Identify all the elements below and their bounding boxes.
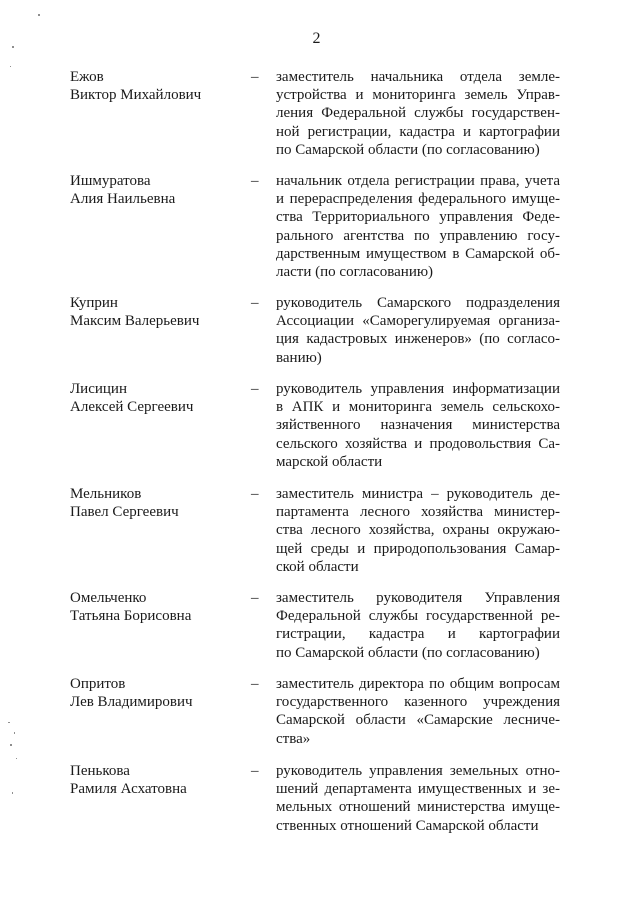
role-line: заместитель директора по общим вопросам <box>276 676 560 692</box>
scan-speck <box>8 722 10 723</box>
role-line: марской области <box>276 453 383 470</box>
role-line: ства лесного хозяйства, охраны окружаю- <box>276 522 560 539</box>
role-line: ства Территориального управления Феде- <box>276 209 560 226</box>
scan-speck <box>16 758 17 759</box>
member-role <box>276 294 560 367</box>
member-role <box>276 172 560 281</box>
member-dash: – <box>251 763 259 779</box>
role-line: заместитель начальника отдела земле- <box>276 69 560 85</box>
member-surname: Омельченко <box>70 590 147 606</box>
role-line: сельского хозяйства и продовольствия Са- <box>276 435 560 452</box>
member-surname: Лисицин <box>70 381 127 397</box>
role-line: дарственным имуществом в Самарской об- <box>276 245 560 262</box>
page-number: 2 <box>312 30 321 47</box>
member-role <box>276 380 560 471</box>
member-person <box>70 485 250 521</box>
member-given-name: Алия Наильевна <box>70 191 176 208</box>
role-line: по Самарской области (по согласованию) <box>276 644 540 661</box>
role-line: партамента лесного хозяйства министер- <box>276 504 560 521</box>
role-line: в АПК и мониторинга земель сельскохо- <box>276 399 560 416</box>
member-role <box>276 485 560 576</box>
member-given-name: Алексей Сергеевич <box>70 399 194 416</box>
role-line: мельных отношений министерства имуще- <box>276 799 560 816</box>
member-role <box>276 589 560 662</box>
role-line: государственного казенного учреждения <box>276 694 560 711</box>
scan-speck <box>12 792 13 794</box>
role-line: ской области <box>276 558 359 575</box>
role-line: ласти (по согласованию) <box>276 264 434 281</box>
member-person <box>70 589 250 625</box>
role-line: Самарской области «Самарские лесниче- <box>276 712 560 729</box>
scan-speck <box>38 14 40 16</box>
role-line: зяйственного назначения министерства <box>276 417 560 434</box>
member-role <box>276 675 560 748</box>
member-dash: – <box>251 173 259 189</box>
role-line: ления Федеральной службы государствен- <box>276 105 560 122</box>
role-line: рального агентства по управлению госу- <box>276 227 560 244</box>
member-person <box>70 675 250 711</box>
member-given-name: Виктор Михайлович <box>70 87 202 104</box>
member-role <box>276 762 560 835</box>
role-line: и перераспределения федерального имуще- <box>276 191 560 208</box>
role-line: ванию) <box>276 349 322 366</box>
role-line: по Самарской области (по согласованию) <box>276 141 540 158</box>
member-role <box>276 68 560 159</box>
member-surname: Опритов <box>70 676 126 692</box>
role-line: заместитель руководителя Управления <box>276 590 560 606</box>
role-line: устройства и мониторинга земель Управ- <box>276 87 560 104</box>
role-line: начальник отдела регистрации права, учета <box>276 173 560 189</box>
role-line: заместитель министра – руководитель де- <box>276 486 560 502</box>
scan-speck <box>10 744 12 746</box>
role-line: гистрации, кадастра и картографии <box>276 626 560 643</box>
role-line: руководитель управления информатизации <box>276 381 560 397</box>
role-line: Федеральной службы государственной ре- <box>276 608 560 625</box>
member-surname: Мельников <box>70 486 142 502</box>
member-given-name: Татьяна Борисовна <box>70 608 192 625</box>
role-line: руководитель Самарского подразделения <box>276 295 560 311</box>
member-given-name: Рамиля Асхатовна <box>70 781 187 798</box>
member-dash: – <box>251 295 259 311</box>
member-person <box>70 380 250 416</box>
member-dash: – <box>251 486 259 502</box>
member-person <box>70 294 250 330</box>
role-line: ственных отношений Самарской области <box>276 817 539 834</box>
member-person <box>70 762 250 798</box>
scan-speck <box>12 46 14 48</box>
member-surname: Ежов <box>70 69 104 85</box>
member-person <box>70 68 250 104</box>
role-line: щей среды и природопользования Самар- <box>276 540 560 557</box>
role-line: Ассоциации «Саморегулируемая организа- <box>276 313 560 330</box>
role-line: ной регистрации, кадастра и картографии <box>276 123 560 140</box>
member-given-name: Лев Владимирович <box>70 694 193 711</box>
member-person <box>70 172 250 208</box>
scan-speck <box>10 66 11 67</box>
member-dash: – <box>251 381 259 397</box>
member-surname: Ишмуратова <box>70 173 151 189</box>
member-given-name: Максим Валерьевич <box>70 313 200 330</box>
member-surname: Пенькова <box>70 763 130 779</box>
member-dash: – <box>251 590 259 606</box>
scan-speck <box>14 732 15 734</box>
member-dash: – <box>251 676 259 692</box>
role-line: шений департамента имущественных и зе- <box>276 781 560 798</box>
role-line: ция кадастровых инженеров» (по согласо- <box>276 331 560 348</box>
member-surname: Куприн <box>70 295 118 311</box>
member-dash: – <box>251 69 259 85</box>
role-line: ства» <box>276 730 311 747</box>
member-given-name: Павел Сергеевич <box>70 504 179 521</box>
role-line: руководитель управления земельных отно- <box>276 763 560 779</box>
